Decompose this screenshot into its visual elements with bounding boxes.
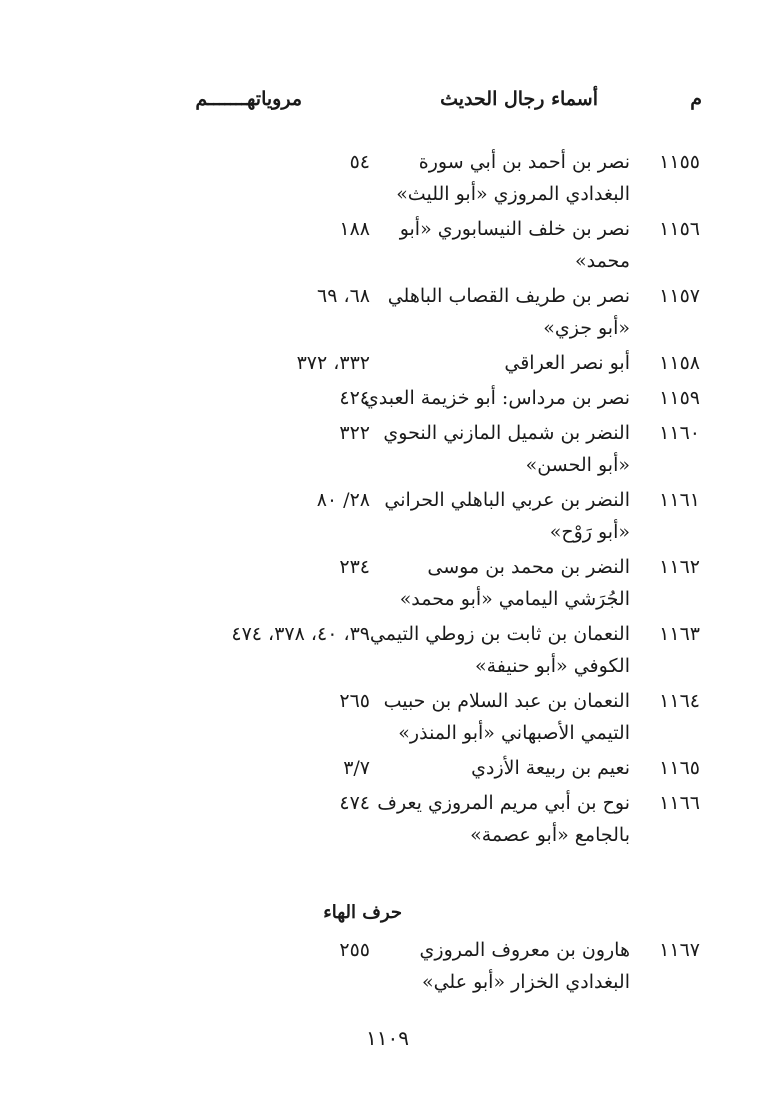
entry-name xyxy=(350,280,630,344)
entry-name-line-1: أبو نصر العراقي xyxy=(504,352,630,374)
entry-row xyxy=(0,417,766,481)
entry-references: ١٨٨ xyxy=(339,218,370,240)
entry-number: ١١٦٦ xyxy=(659,792,700,814)
entry-row xyxy=(0,934,766,998)
entry-row xyxy=(0,347,766,379)
entry-name xyxy=(350,752,630,784)
entry-number: ١١٥٥ xyxy=(659,151,700,173)
entries-list xyxy=(0,146,766,854)
entry-name xyxy=(350,146,630,210)
entry-name-line-2: «أبو الحسن» xyxy=(525,454,630,476)
entry-name-line-1: النضر بن شميل المازني النحوي xyxy=(383,422,630,444)
entry-references: ٢٦٥ xyxy=(339,690,370,712)
entry-name xyxy=(350,213,630,277)
entry-name xyxy=(350,551,630,615)
entry-number: ١١٦٢ xyxy=(659,556,700,578)
entry-name xyxy=(350,417,630,481)
column-header-narrations: مروياتهـــــــم xyxy=(195,88,302,110)
entry-row xyxy=(0,685,766,749)
entry-name-line-1: النعمان بن عبد السلام بن حبيب xyxy=(383,690,630,712)
entry-references: ٤٢٤ xyxy=(339,387,370,409)
entry-name xyxy=(350,685,630,749)
entry-name-line-1: نصر بن طريف القصاب الباهلي xyxy=(387,285,630,307)
entry-row xyxy=(0,213,766,277)
section-heading: حرف الهاء xyxy=(323,902,402,923)
entry-name-line-1: نصر بن أحمد بن أبي سورة xyxy=(418,151,630,173)
entry-name xyxy=(350,618,630,682)
entry-row xyxy=(0,752,766,784)
entry-number: ١١٦٥ xyxy=(659,757,700,779)
entry-references: ٣٢٢ xyxy=(339,422,370,444)
entry-number: ١١٦٠ xyxy=(659,422,700,444)
entry-name-line-1: نعيم بن ربيعة الأزدي xyxy=(471,757,630,779)
entry-references: ٥٤ xyxy=(349,151,370,173)
entry-references: ٢٣٤ xyxy=(339,556,370,578)
entry-name-line-2: البغدادي الخزار «أبو علي» xyxy=(421,971,630,993)
entry-name xyxy=(350,484,630,548)
entry-name-line-1: نصر بن مرداس: أبو خزيمة العبدي xyxy=(363,387,630,409)
entry-name xyxy=(350,347,630,379)
entry-references: ٣/٧ xyxy=(343,757,370,779)
entry-name-line-2: التيمي الأصبهاني «أبو المنذر» xyxy=(398,722,630,744)
entry-number: ١١٦١ xyxy=(659,489,700,511)
entry-row xyxy=(0,146,766,210)
entry-row xyxy=(0,551,766,615)
entry-name-line-1: نصر بن خلف النيسابوري «أبو xyxy=(399,218,630,240)
entry-references: ٦٨، ٦٩ xyxy=(316,285,370,307)
entries-list-section-ha xyxy=(0,934,766,1001)
entry-name xyxy=(350,382,630,414)
entry-row xyxy=(0,484,766,548)
entry-name xyxy=(350,787,630,851)
page-number: ١١٠٩ xyxy=(366,1026,409,1050)
entry-number: ١١٦٧ xyxy=(659,939,700,961)
entry-references: ٤٧٤ xyxy=(339,792,370,814)
entry-number: ١١٥٦ xyxy=(659,218,700,240)
entry-number: ١١٦٣ xyxy=(659,623,700,645)
entry-number: ١١٥٩ xyxy=(659,387,700,409)
entry-references: ٣٣٢، ٣٧٢ xyxy=(296,352,370,374)
entry-name-line-2: بالجامع «أبو عصمة» xyxy=(470,824,630,846)
entry-name-line-1: النضر بن عربي الباهلي الحراني xyxy=(384,489,630,511)
entry-name-line-2: «أبو رَوْح» xyxy=(549,521,630,543)
entry-name-line-1: النضر بن محمد بن موسى xyxy=(427,556,630,578)
entry-row xyxy=(0,382,766,414)
entry-references: ٣٩، ٤٠، ٣٧٨، ٤٧٤ xyxy=(231,623,370,645)
entry-name-line-1: هارون بن معروف المروزي xyxy=(419,939,630,961)
entry-references: ٢٥٥ xyxy=(339,939,370,961)
entry-name-line-1: نوح بن أبي مريم المروزي يعرف xyxy=(377,792,630,814)
column-header-names: أسماء رجال الحديث xyxy=(440,88,598,110)
entry-number: ١١٥٧ xyxy=(659,285,700,307)
entry-row xyxy=(0,280,766,344)
entry-name-line-2: الكوفي «أبو حنيفة» xyxy=(474,655,630,677)
entry-name xyxy=(350,934,630,998)
entry-row xyxy=(0,787,766,851)
entry-name-line-2: محمد» xyxy=(574,250,630,272)
entry-name-line-1: النعمان بن ثابت بن زوطي التيمي xyxy=(369,623,630,645)
column-header-number: م xyxy=(690,88,702,110)
entry-references: ٢٨/ ٨٠ xyxy=(316,489,370,511)
entry-number: ١١٦٤ xyxy=(659,690,700,712)
entry-name-line-2: «أبو جزي» xyxy=(543,317,630,339)
entry-name-line-2: الجُرَشي اليمامي «أبو محمد» xyxy=(399,588,630,610)
entry-number: ١١٥٨ xyxy=(659,352,700,374)
entry-row xyxy=(0,618,766,682)
entry-name-line-2: البغدادي المروزي «أبو الليث» xyxy=(396,183,630,205)
